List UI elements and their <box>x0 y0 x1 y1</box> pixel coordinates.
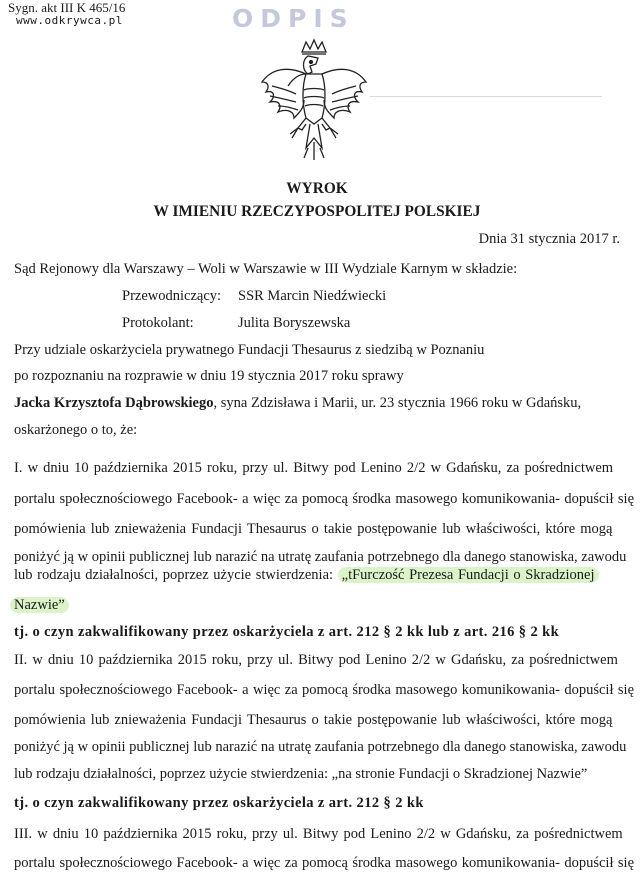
participation-line-1: Przy udziale oskarżyciela prywatnego Fundacji Thesaurus z siedzibą w Poznaniu <box>14 342 485 358</box>
header-divider <box>370 96 602 97</box>
count-2-line-3: pomówienia lub znieważenia Fundacji Thesaurus o takie postępowanie lub właściwości, które mogą <box>14 712 613 728</box>
count-2-line-5: lub rodzaju działalności, poprzez użycie stwierdzenia: „na stronie Fundacji o Skradzionej Nazwie” <box>14 766 588 782</box>
accused-line: oskarżonego o to, że: <box>14 422 138 438</box>
count-1-line-5 <box>14 567 599 584</box>
count-1-line-6 <box>10 597 69 614</box>
count-2-qualification: tj. o czyn zakwalifikowany przez oskarżyciela z art. 212 § 2 kk <box>14 795 424 811</box>
odpis-stamp: ODPIS <box>232 4 355 33</box>
site-watermark: www.odkrywca.pl <box>16 14 123 27</box>
count-2-line-4: poniżyć ją w opinii publicznej lub narazić na utratę zaufania potrzebnego dla danego stanowiska, zawodu <box>14 739 627 755</box>
document-title: WYROK <box>286 180 348 197</box>
count-2-line-1: II. w dniu 10 października 2015 roku, przy ul. Bitwy pod Lenino 2/2 w Gdańsku, za pośrednictwem <box>14 652 618 668</box>
count-3-line-2: portalu społecznościowego Facebook- a więc za pomocą środka masowego komunikowania- dopuścił się <box>14 855 635 871</box>
count-3-line-1: III. w dniu 10 października 2015 roku, przy ul. Bitwy pod Lenino 2/2 w Gdańsku, za pośrednictwem <box>14 826 623 842</box>
defendant-name: Jacka Krzysztofa Dąbrowskiego <box>14 395 214 411</box>
count-1-line-1: I. w dniu 10 października 2015 roku, przy ul. Bitwy pod Lenino 2/2 w Gdańsku, za pośrednictwem <box>14 460 614 476</box>
document-subtitle: W IMIENIU RZECZYPOSPOLITEJ POLSKIEJ <box>153 203 481 220</box>
presiding-judge: SSR Marcin Niedźwiecki <box>238 288 387 304</box>
presiding-label: Przewodniczący: <box>122 288 222 304</box>
clerk-label: Protokolant: <box>122 315 194 331</box>
court-line: Sąd Rejonowy dla Warszawy – Woli w Warszawie w III Wydziale Karnym w składzie: <box>14 261 518 277</box>
count-2-line-2: portalu społecznościowego Facebook- a więc za pomocą środka masowego komunikowania- dopuścił się <box>14 682 635 698</box>
count-1-line-3: pomówienia lub znieważenia Fundacji Thesaurus o takie postępowanie lub właściwości, które mogą <box>14 521 613 537</box>
judgment-date: Dnia 31 stycznia 2017 r. <box>478 231 620 247</box>
count-1-qualification: tj. o czyn zakwalifikowany przez oskarżyciela z art. 212 § 2 kk lub z art. 216 § 2 kk <box>14 624 560 640</box>
defendant-line <box>14 395 581 412</box>
case-number: Sygn. akt III K 465/16 <box>8 0 126 15</box>
count-1-line-2: portalu społecznościowego Facebook- a więc za pomocą środka masowego komunikowania- dopuścił się <box>14 491 635 507</box>
count-1-line-5-prefix: lub rodzaju działalności, poprzez użycie stwierdzenia: <box>14 567 338 583</box>
defendant-details: , syna Zdzisława i Marii, ur. 23 stycznia 1966 roku w Gdańsku, <box>213 395 582 411</box>
highlighted-quote: „tFurczość Prezesa Fundacji o Skradzionej <box>338 567 599 583</box>
clerk-name: Julita Boryszewska <box>238 315 351 331</box>
participation-line-2: po rozpoznaniu na rozprawie w dniu 19 stycznia 2017 roku sprawy <box>14 368 404 384</box>
count-1-line-4: poniżyć ją w opinii publicznej lub narazić na utratę zaufania potrzebnego dla danego stanowiska, zawodu <box>14 549 627 565</box>
polish-eagle-emblem-icon <box>258 38 370 162</box>
highlighted-quote-end: Nazwie” <box>10 597 69 613</box>
